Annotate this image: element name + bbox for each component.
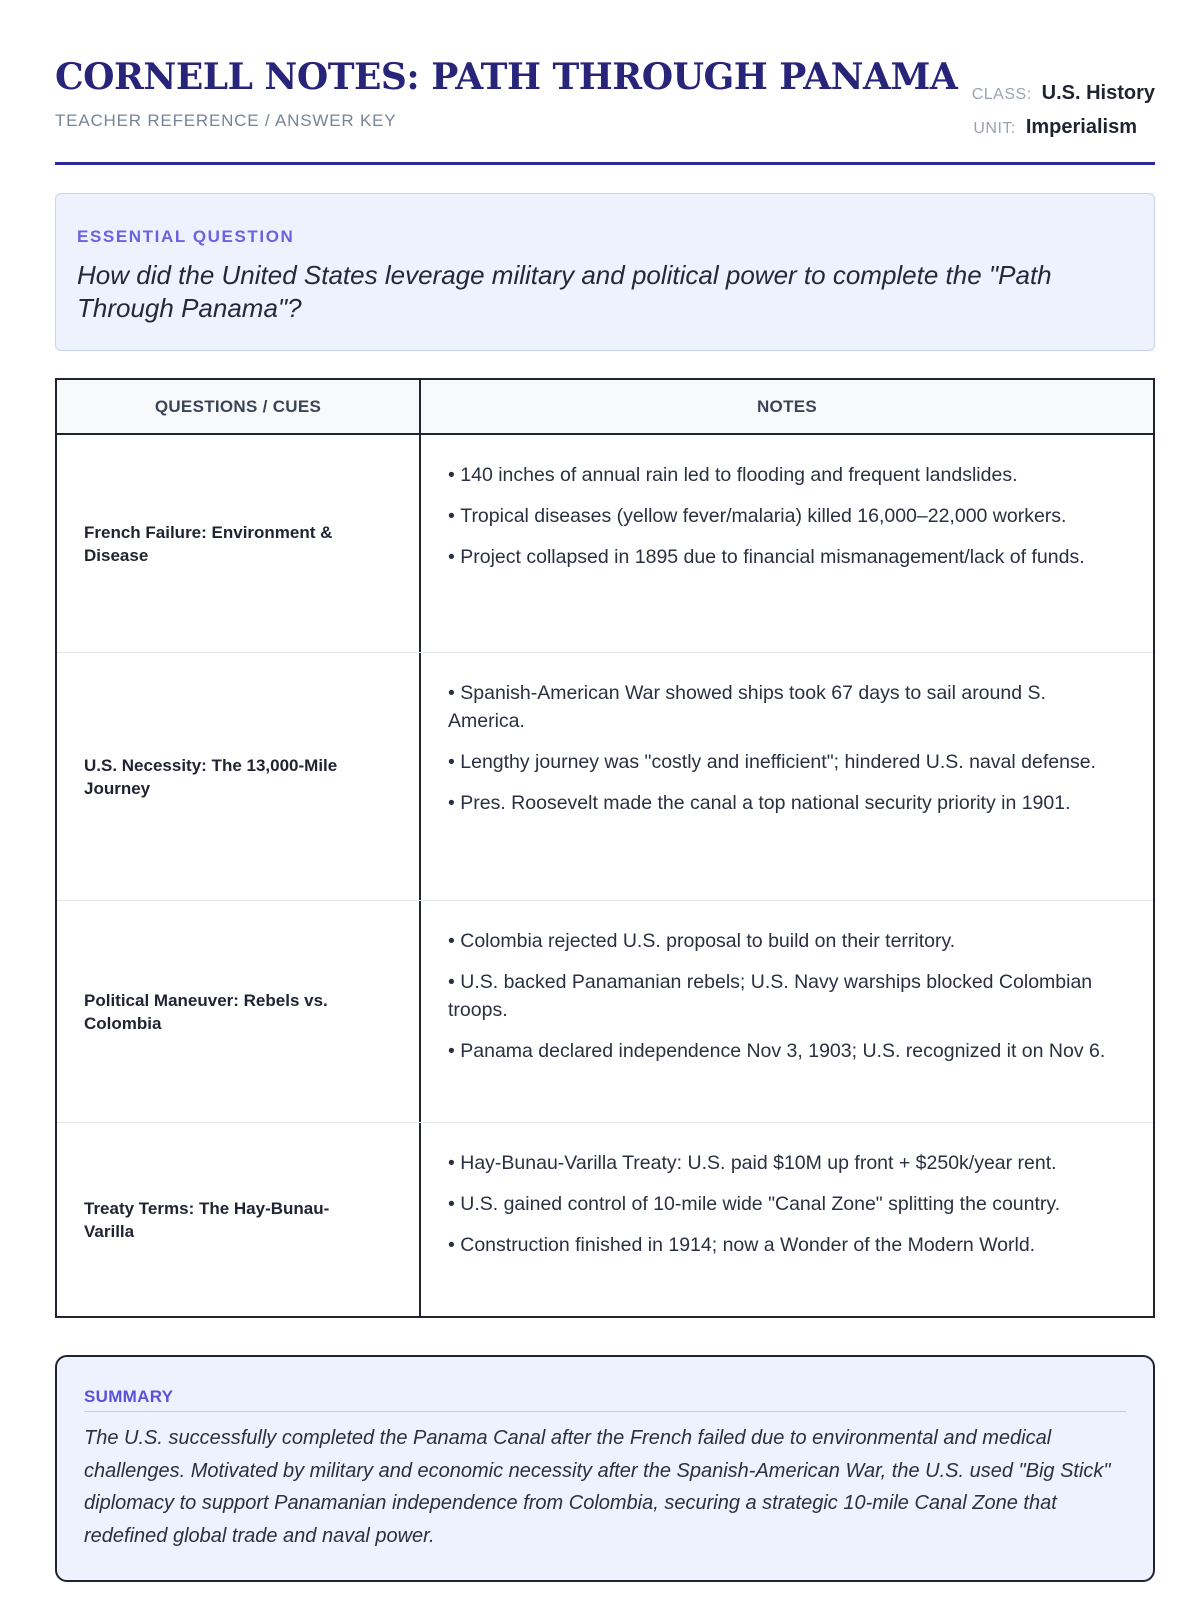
class-meta [972,76,1155,144]
class-value: U.S. History [1041,82,1155,104]
essential-question-box [55,193,1155,351]
table-row [57,1123,1153,1316]
cornell-notes-page [55,0,1155,1547]
note-item: • Project collapsed in 1895 due to financial mismanagement/lack of funds. [448,543,1125,571]
summary-box [55,1355,1155,1582]
class-row [972,76,1155,110]
summary-label: SUMMARY [84,1387,1126,1412]
cue-cell: U.S. Necessity: The 13,000-Mile Journey [57,653,421,900]
cue-cell: Political Maneuver: Rebels vs. Colombia [57,901,421,1122]
note-item: • U.S. gained control of 10-mile wide "Canal Zone" splitting the country. [448,1190,1125,1218]
notes-cell [421,653,1153,900]
note-item: • Hay-Bunau-Varilla Treaty: U.S. paid $10M up front + $250k/year rent. [448,1149,1125,1177]
note-item: • U.S. backed Panamanian rebels; U.S. Navy warships blocked Colombian troops. [448,968,1125,1024]
note-item: • Pres. Roosevelt made the canal a top national security priority in 1901. [448,789,1125,817]
notes-cell [421,435,1153,652]
unit-value: Imperialism [1025,116,1137,138]
notes-cell [421,1123,1153,1316]
table-header [57,380,1153,435]
notes-column-header: NOTES [756,396,818,416]
summary-text: The U.S. successfully completed the Panama Canal after the French failed due to environmental and medical challenges. Motivated by military and economic necessity after the Spanish-American War, the U.S. used "Big Stick" diplomacy to support Panamanian independence from Colombia, securing a strategic 10-mile Canal Zone that redefined global trade and naval power. [84,1427,1111,1547]
cornell-notes-table [55,378,1155,1318]
unit-row [972,110,1155,144]
class-label: CLASS: [971,86,1032,103]
note-item: • Lengthy journey was "costly and inefficient"; hindered U.S. naval defense. [448,748,1125,776]
page-subtitle: TEACHER REFERENCE / ANSWER KEY [55,111,397,130]
table-row [57,435,1153,653]
unit-label: UNIT: [973,120,1016,137]
page-header [55,0,1155,165]
note-item: • 140 inches of annual rain led to flooding and frequent landslides. [448,461,1125,489]
note-item: • Panama declared independence Nov 3, 1903; U.S. recognized it on Nov 6. [448,1037,1125,1065]
note-item: • Tropical diseases (yellow fever/malaria) killed 16,000–22,000 workers. [448,502,1125,530]
essential-question-text: How did the United States leverage military and political power to complete the "Path Through Panama"? [77,260,1052,323]
table-row [57,901,1153,1123]
table-row [57,653,1153,901]
essential-question-label: ESSENTIAL QUESTION [77,227,295,246]
cue-cell: Treaty Terms: The Hay-Bunau-Varilla [57,1123,421,1316]
notes-cell [421,901,1153,1122]
note-item: • Construction finished in 1914; now a Wonder of the Modern World. [448,1231,1125,1259]
note-item: • Colombia rejected U.S. proposal to build on their territory. [448,927,1125,955]
note-item: • Spanish-American War showed ships took 67 days to sail around S. America. [448,679,1125,735]
cue-column-header: QUESTIONS / CUES [57,380,421,433]
cue-cell: French Failure: Environment & Disease [57,435,421,652]
page-title: CORNELL NOTES: PATH THROUGH PANAMA [55,56,958,98]
